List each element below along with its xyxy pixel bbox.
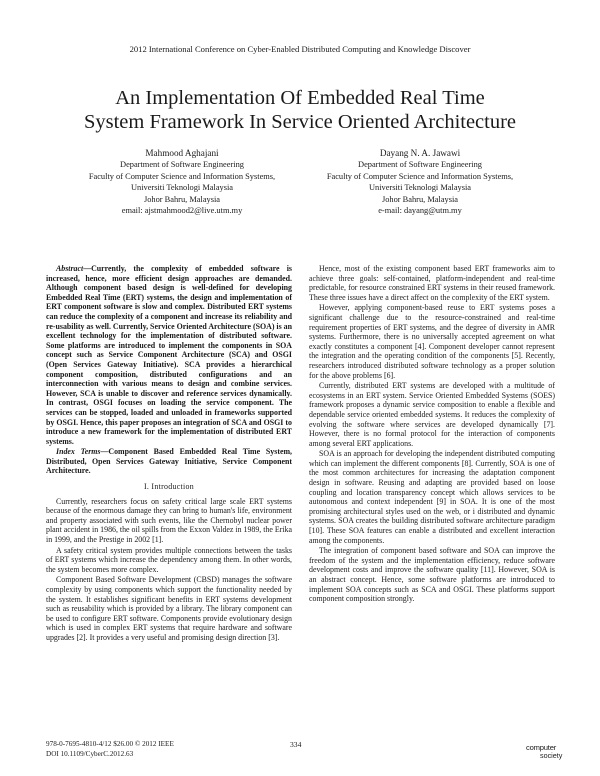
title-line-1: An Implementation Of Embedded Real Time (115, 87, 485, 109)
paragraph: Currently, researchers focus on safety critical large scale ERT systems because of the enormous damage they can bring to human's life, environment and property associated with such events, like the Chernobyl nuclear power plant accident in 1986, the oil spills from the Exxon Valdez in 1989, the Erika in 1999, and the Prestige in 2002 [1]. (46, 496, 292, 545)
author-location: Johor Bahru, Malaysia (381, 194, 459, 204)
page-number: 334 (290, 740, 302, 749)
index-terms (46, 447, 292, 476)
abstract (46, 264, 292, 446)
section-heading: I. Introduction (143, 482, 195, 492)
author-location: Johor Bahru, Malaysia (143, 194, 221, 204)
paper-title (40, 86, 560, 134)
author-university: Universiti Teknologi Malaysia (130, 183, 234, 193)
paragraph: Currently, distributed ERT systems are developed with a multitude of ecosystems in an ERT system. Service Oriented Embedded Systems (SOES) framework proposes a dynamic service composition to enable a flexible and dependable service oriented embedded systems. It reduces the complexity of evolving the software where services are developed dynamically [7]. However, there is no formal protocol for the interaction of components among several ERT applications. (309, 381, 555, 448)
author-block-1 (52, 148, 312, 216)
computer-society-logo (512, 735, 568, 761)
right-column (309, 264, 555, 605)
paragraph: Hence, most of the existing component based ERT frameworks aim to achieve three goals: self-contained, platform-independent and real-time predictable, for resource constrained ERT systems in their reused framework. These three issues have a direct affect on the complexity of the ERT system. (309, 264, 555, 302)
title-line-2: System Framework In Service Oriented Architecture (83, 111, 517, 133)
footer-isbn: 978-0-7695-4810-4/12 $26.00 © 2012 IEEE (46, 740, 174, 748)
footer-copyright (46, 740, 174, 759)
logo-line-2: society (540, 751, 563, 760)
paragraph: The integration of component based software and SOA can improve the freedom of the system and the implementation efficiency, reduce software development costs and improve the software quality [11]. However, SOA is an abstract concept. Hence, some software platforms are introduced to implement SOA concepts such as SCA and OSGI. These platforms support component composition strongly. (309, 546, 555, 604)
abstract-text: —Currently, the complexity of embedded software is increased, hence, more efficient design approaches are demanded. Although component based design is well-defined for developing Embedded Real Time (ERT) systems, the design and implementation of ERT component software is slow and complex. Distributed ERT systems can reduce the complexity of a component and increase its reliability and re-usability as well. Currently, Service Oriented Architecture (SOA) is an excellent technology for the implementation of distributed software. Some platforms are introduced to implement the components in SOA concept such as Service Component Architecture (SCA) and OSGI (Open Services Gateway Initiative). SCA provides a hierarchical component composition, distributed configurations and an interconnection with various means to design and combine services. However, SCA is unable to discover and reference services dynamically. In contrast, OSGI focuses on loading the service component. The services can be stopped, loaded and unloaded in frameworks supported by OSGI. Hence, this paper proposes an integration of SCA and OSGI to introduce a new framework for the implementation of distributed ERT systems. (46, 264, 292, 446)
author-email: email: ajstmahmood2@live.utm.my (121, 206, 243, 216)
index-terms-text: —Component Based Embedded Real Time System, Distributed, Open Services Gateway Initiative, Service Component Architecture. (46, 447, 292, 476)
left-column (46, 264, 292, 644)
paragraph: Component Based Software Development (CBSD) manages the software complexity by using components which support the functionality needed by the system. It establishes significant benefits in ERT systems development such as reusability which is provided by a library. The library component can be used to configure ERT software. Components provide evolutionary design which is used in complex ERT systems that require hardware and software upgrades [2]. It provides a very useful and promising design direction [3]. (46, 575, 292, 642)
author-name: Dayang N. A. Jawawi (379, 148, 461, 158)
author-dept: Department of Software Engineering (358, 160, 482, 170)
author-name: Mahmood Aghajani (145, 148, 219, 158)
author-email: e-mail: dayang@utm.my (378, 206, 462, 216)
author-dept: Department of Software Engineering (120, 160, 244, 170)
paragraph: SOA is an approach for developing the independent distributed computing which can implement the different components [8]. Currently, SOA is one of the most common architectures for increasing the adaptation component design in software. Reusing and adapting are provided based on loose coupling and location transparency concept which allows services to be autonomous and context independent [9] in SOA. It is one of the most promising architectural styles used on the web, or i distributed and dynamic systems. SOA creates the building distributed software architecture paradigm [10]. These SOA features can enable a distributed and excellent interaction among the components. (309, 449, 555, 545)
author-university: Universiti Teknologi Malaysia (368, 183, 472, 193)
footer-doi: DOI 10.1109/CyberC.2012.63 (46, 749, 134, 758)
logo-line-1: computer (526, 743, 557, 752)
paragraph: A safety critical system provides multiple connections between the tasks of ERT systems which increase the dependency among them. In other words, the system becomes more complex. (46, 545, 292, 574)
paragraph: However, applying component-based reuse to ERT systems poses a significant challenge due to the resource-constrained and real-time requirement properties of ERT systems, and the degree of diversity in AMR systems. Furthermore, there is no universally accepted agreement on what exactly constitutes a component [4]. Component developer cannot represent the integration and the operating condition of the components [5]. Recently, researchers introduced distributed software technology as a proper solution for the above problems [6]. (309, 303, 555, 380)
conference-header: 2012 International Conference on Cyber-Enabled Distributed Computing and Knowledge Discover (129, 44, 471, 54)
abstract-label: Abstract (56, 264, 84, 273)
author-faculty: Faculty of Computer Science and Information Systems, (326, 171, 514, 181)
index-terms-label: Index Terms (56, 447, 101, 457)
author-faculty: Faculty of Computer Science and Information Systems, (88, 171, 276, 181)
author-block-2 (290, 148, 550, 216)
